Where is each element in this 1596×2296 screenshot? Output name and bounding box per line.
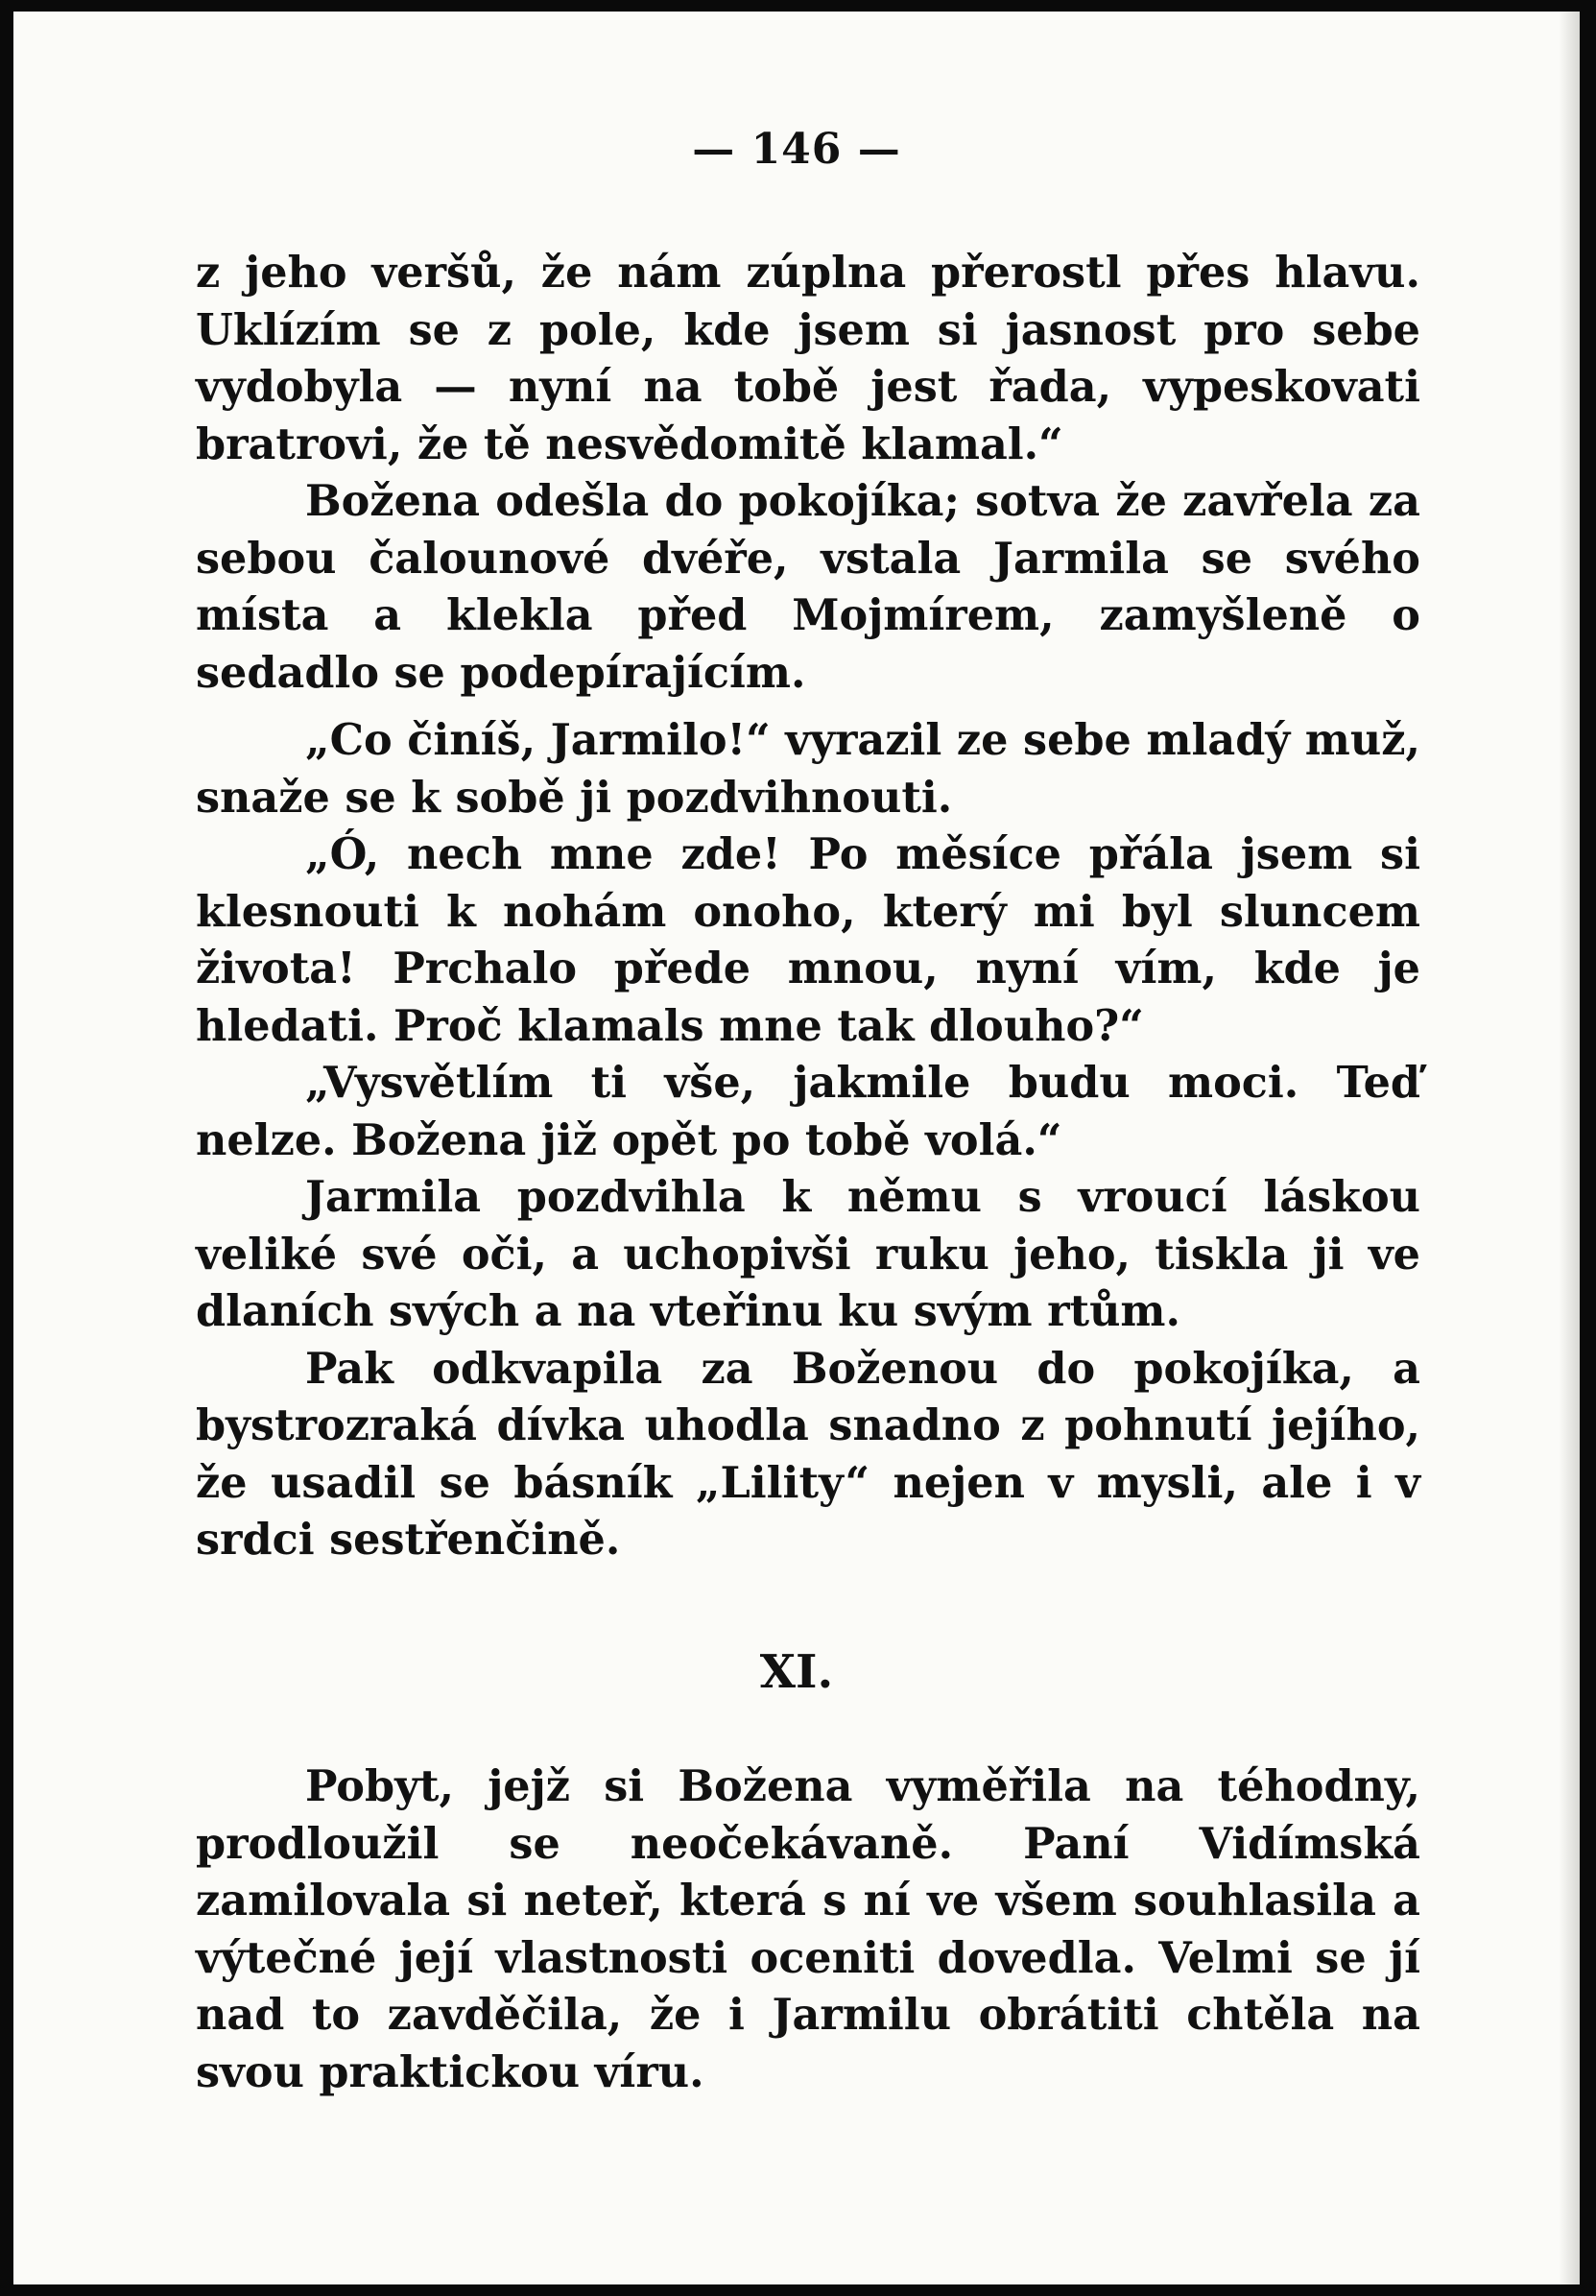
chapter-body-text xyxy=(196,1758,1420,2101)
page-edge-shadow xyxy=(1559,12,1580,2284)
chapter-heading: XI. xyxy=(759,1645,834,1699)
page-number: — 146 — xyxy=(692,125,901,174)
paragraph: „Ó, nech mne zde! Po měsíce přála jsem si klesnouti k nohám onoho, který mi byl sluncem života! Prchalo přede mnou, nyní vím, kde je hledati. Proč klamals mne tak dlouho?“ xyxy=(196,829,1420,1051)
paragraph: Pobyt, jejž si Božena vyměřila na téhodny, prodloužil se neočekávaně. Paní Vidímská zamilovala si neteř, která s ní ve všem souhlasila a výtečné její vlastnosti oceniti dovedla. Velmi se jí nad to zavděčila, že i Jarmilu obrátiti chtěla na svou praktickou víru. xyxy=(196,1761,1420,2097)
paragraph: Božena odešla do pokojíka; sotva že zavřela za sebou čalounové dvéře, vstala Jarmila se svého místa a klekla před Mojmírem, zamyšleně o sedadlo se podepírajícím. xyxy=(196,476,1420,698)
paragraph: „Vysvětlím ti vše, jakmile budu moci. Teď nelze. Božena již opět po tobě volá.“ xyxy=(196,1058,1420,1165)
paragraph-continuation: z jeho veršů, že nám zúplna přerostl přes hlavu. Uklízím se z pole, kde jsem si jasnost pro sebe vydobyla — nyní na tobě jest řada, vypeskovati bratrovi, že tě nesvědomitě klamal.“ xyxy=(196,248,1420,469)
book-page xyxy=(13,12,1580,2284)
body-text xyxy=(196,245,1420,1569)
paragraph: „Co činíš, Jarmilo!“ vyrazil ze sebe mladý muž, snaže se k sobě ji pozdvihnouti. xyxy=(196,715,1420,823)
paragraph: Jarmila pozdvihla k němu s vroucí láskou veliké své oči, a uchopivši ruku jeho, tiskla ji ve dlaních svých a na vteřinu ku svým rtům. xyxy=(196,1172,1420,1336)
paragraph: Pak odkvapila za Boženou do pokojíka, a bystrozraká dívka uhodla snadno z pohnutí jejího, že usadil se básník „Lility“ nejen v mysli, ale i v srdci sestřenčině. xyxy=(196,1343,1420,1565)
